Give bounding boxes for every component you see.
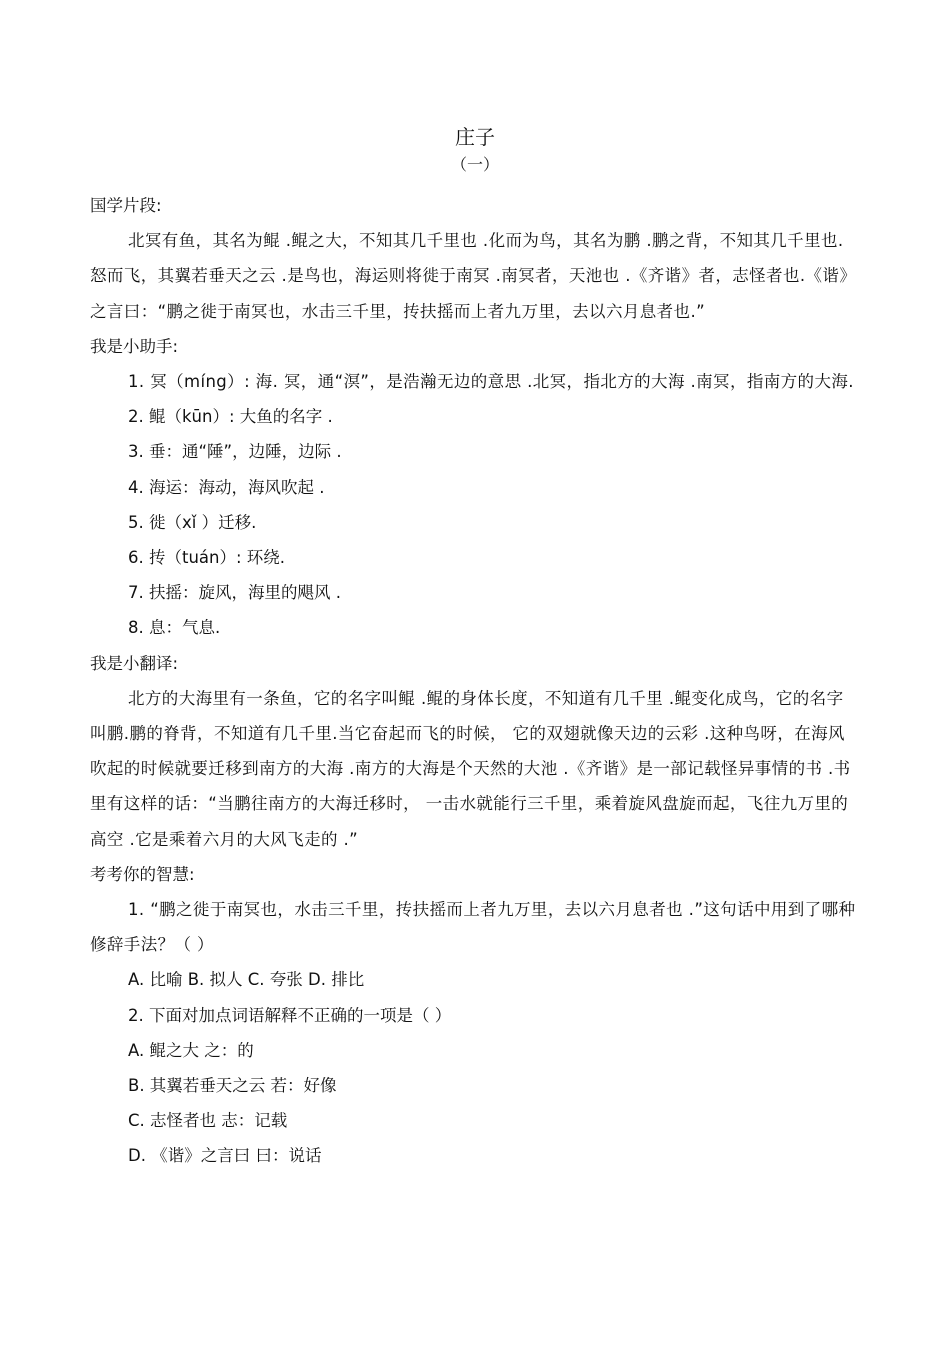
helper-note-5: 5. 徙（xǐ ）迁移. <box>128 512 257 532</box>
translation-text: 北方的大海里有一条鱼，它的名字叫鲲 .鲲的身体长度，不知道有几千里 .鲲变化成鸟，它的名字叫鹏.鹏的脊背，不知道有几千里.当它奋起而飞的时候， 它的双翅就像天边的云彩 .这种鸟呀，在海风吹起的时候就要迁移到南方的大海 .南方的大海是个天然的大池 .《齐谐》是一部记载怪异事情的书 .书里有这样的话：“当鹏往南方的大海迁移时， 一击水就能行三千里，乘着旋风盘旋而起，飞往九万里的高空 .它是乘着六月的大风飞走的 .” <box>90 688 851 849</box>
quiz-heading: 考考你的智慧: <box>90 864 195 884</box>
helper-note-2: 2. 鲲（kūn）: 大鱼的名字 . <box>128 407 333 427</box>
helper-heading: 我是小助手: <box>90 336 179 356</box>
quiz-option-a: A. 鲲之大 之：的 <box>128 1040 254 1060</box>
quiz-option-b: B. 其翼若垂天之云 若：好像 <box>128 1076 337 1096</box>
quiz-question-2: 2. 下面对加点词语解释不正确的一项是（ ） <box>128 1005 452 1025</box>
translation-heading: 我是小翻译: <box>90 653 179 673</box>
document-page <box>90 122 860 1174</box>
quiz-option-d: D. 《谐》之言曰 曰：说话 <box>128 1146 322 1166</box>
quiz-question-1-options: A. 比喻 B. 拟人 C. 夸张 D. 排比 <box>128 970 365 990</box>
helper-note-8: 8. 息：气息. <box>128 618 221 638</box>
quiz-option-c: C. 志怪者也 志：记载 <box>128 1111 288 1131</box>
document-title: 庄子 <box>455 125 495 149</box>
helper-note-7: 7. 扶摇：旋风，海里的飓风 . <box>128 583 341 603</box>
excerpt-heading: 国学片段: <box>90 196 162 215</box>
excerpt-text: 北冥有鱼，其名为鲲 .鲲之大，不知其几千里也 .化而为鸟，其名为鹏 .鹏之背，不知其几千里也.怒而飞，其翼若垂天之云 .是鸟也，海运则将徙于南冥 .南冥者，天池也 .《齐谐》者，志怪者也.《谐》之言曰：“鹏之徙于南冥也，水击三千里，抟扶摇而上者九万里，去以六月息者也.” <box>90 231 857 321</box>
helper-note-1: 1. 冥（míng）: 海. 冥，通“溟”，是浩瀚无边的意思 .北冥，指北方的大海 .南冥，指南方的大海. <box>128 372 854 392</box>
helper-note-4: 4. 海运：海动，海风吹起 . <box>128 477 325 497</box>
helper-note-3: 3. 垂：通“陲”，边陲，边际 . <box>128 442 342 462</box>
helper-note-6: 6. 抟（tuán）: 环绕. <box>128 548 286 568</box>
document-subtitle: （一） <box>450 155 499 174</box>
quiz-question-1: 1. “鹏之徙于南冥也，水击三千里，抟扶摇而上者九万里，去以六月息者也 .”这句话中用到了哪种修辞手法？（ ） <box>90 900 856 955</box>
